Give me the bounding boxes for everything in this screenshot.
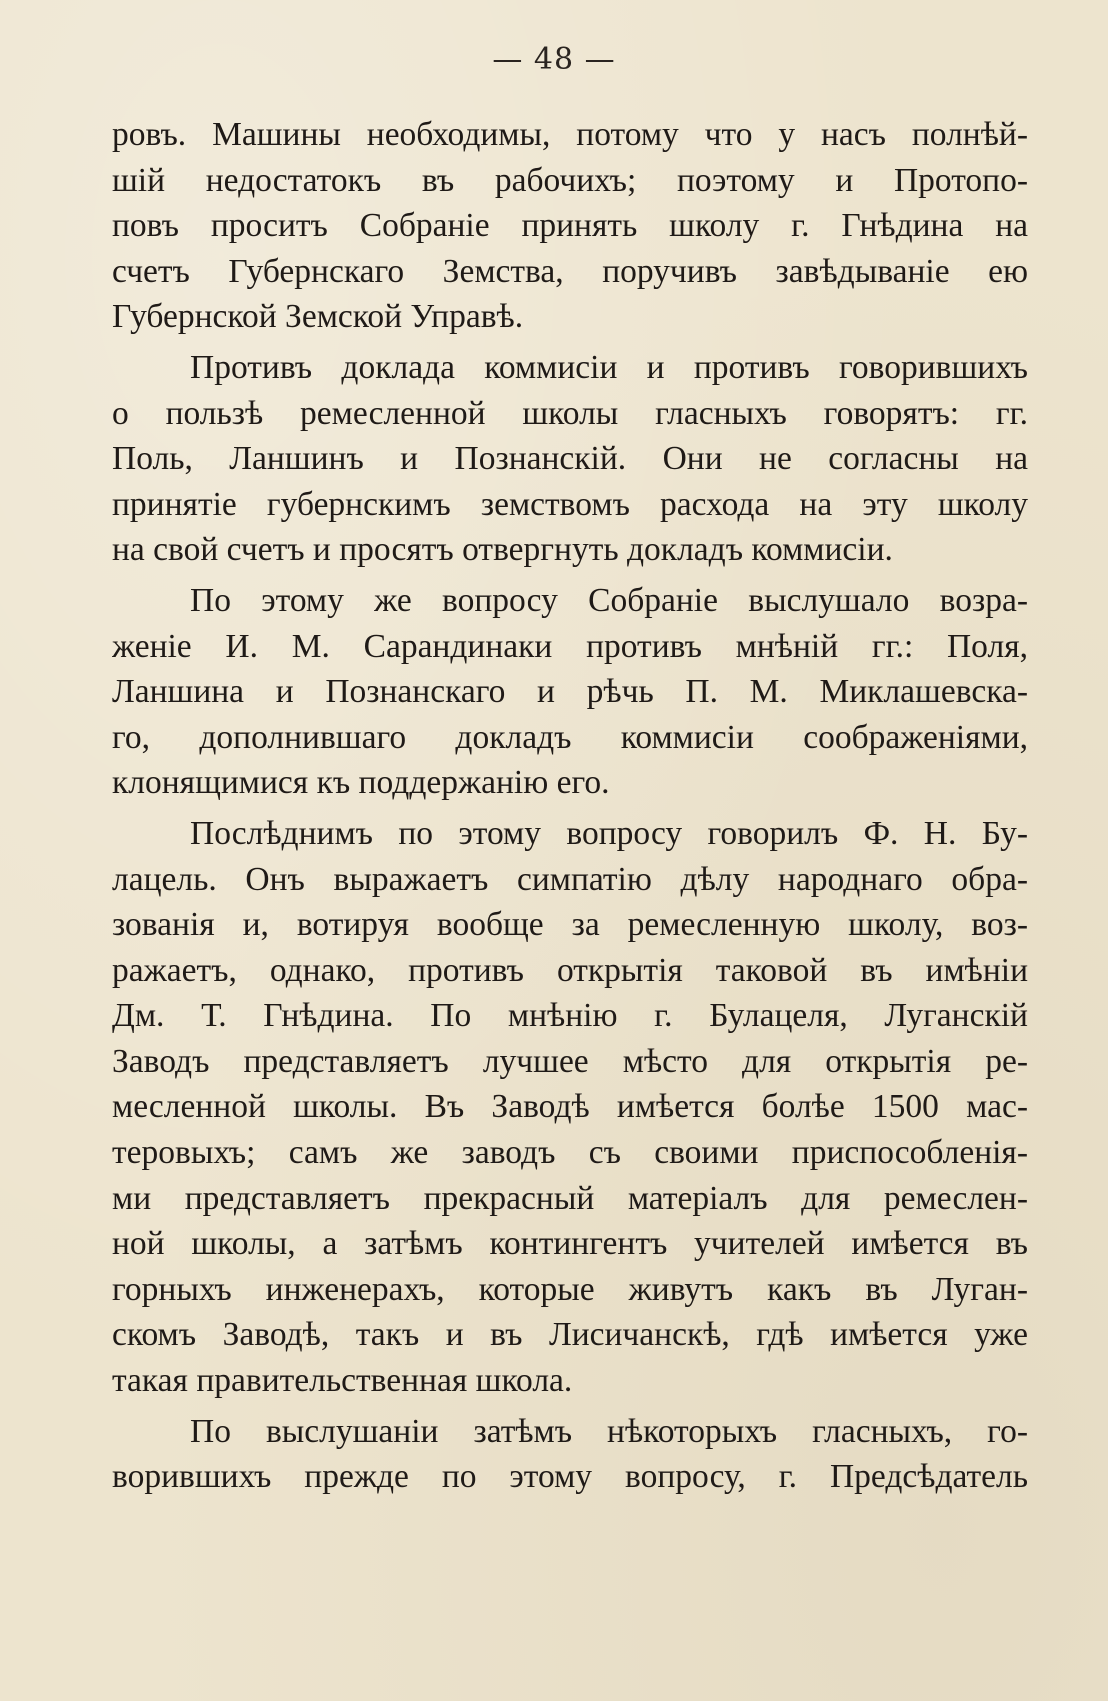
paragraph: [112, 345, 1028, 573]
text-line: женiе И. М. Сарандинаки противъ мнѣнiй гг.: Поля,: [112, 627, 1028, 665]
text-line: ражаетъ, однако, противъ открытiя таковой въ имѣнiи: [112, 951, 1028, 989]
text-line: По выслушанiи затѣмъ нѣкоторыхъ гласныхъ, го-: [190, 1412, 1028, 1450]
text-line: счетъ Губернскаго Земства, поручивъ завѣдыванiе ею: [112, 252, 1028, 290]
text-line: шiй недостатокъ въ рабочихъ; поэтому и Протопо-: [112, 161, 1028, 199]
text-line: Губернской Земской Управѣ.: [112, 298, 524, 336]
paragraph: [112, 811, 1028, 1404]
text-line: зованiя и, вотируя вообще за ремесленную школу, воз-: [112, 906, 1028, 944]
text-line: ровъ. Машины необходимы, потому что у насъ полнѣй-: [112, 116, 1028, 153]
text-line: на свой счетъ и просятъ отвергнуть докладъ коммисiи.: [112, 531, 893, 569]
text-line: теровыхъ; самъ же заводъ съ своими приспособленiя-: [112, 1134, 1028, 1172]
text-line: Ланшина и Познанскаго и рѣчь П. М. Миклашевска-: [112, 673, 1028, 711]
text-line: Дм. Т. Гнѣдина. По мнѣнiю г. Булацеля, Луганскiй: [112, 997, 1028, 1035]
text-line: го, дополнившаго докладъ коммисiи соображенiями,: [112, 718, 1028, 756]
text-line: о пользѣ ремесленной школы гласныхъ говорятъ: гг.: [112, 394, 1028, 432]
paragraph: [112, 1409, 1028, 1500]
text-line: такая правительственная школа.: [112, 1362, 573, 1400]
text-line: Послѣднимъ по этому вопросу говорилъ Ф. Н. Бу-: [190, 814, 1028, 852]
text-line: По этому же вопросу Собранiе выслушало возра-: [190, 581, 1028, 619]
text-line: ной школы, а затѣмъ контингентъ учителей имѣется въ: [112, 1225, 1028, 1263]
text-line: принятiе губернскимъ земствомъ расхода на эту школу: [112, 485, 1028, 523]
text-line: ми представляетъ прекрасный матерiалъ для ремеслен-: [112, 1179, 1028, 1217]
text-line: Заводъ представляетъ лучшее мѣсто для открытiя ре-: [112, 1042, 1028, 1080]
paragraph: [112, 112, 1028, 340]
text-line: Противъ доклада коммисiи и противъ говорившихъ: [190, 348, 1028, 386]
text-line: скомъ Заводѣ, такъ и въ Лисичанскѣ, гдѣ имѣется уже: [112, 1316, 1028, 1354]
text-line: горныхъ инженерахъ, которые живутъ какъ въ Луган-: [112, 1270, 1028, 1308]
text-line: клонящимися къ поддержанiю его.: [112, 764, 610, 802]
body-text: [112, 112, 1028, 1500]
text-line: месленной школы. Въ Заводѣ имѣется болѣе 1500 мас-: [112, 1088, 1028, 1126]
text-line: ворившихъ прежде по этому вопросу, г. Предсѣдатель: [112, 1458, 1028, 1496]
text-line: повъ проситъ Собранiе принять школу г. Гнѣдина на: [112, 207, 1028, 245]
page-number: — 48 —: [492, 42, 616, 77]
text-line: лацель. Онъ выражаетъ симпатiю дѣлу народнаго обра-: [112, 860, 1028, 898]
paragraph: [112, 578, 1028, 806]
text-line: Поль, Ланшинъ и Познанскiй. Они не согласны на: [112, 440, 1028, 478]
